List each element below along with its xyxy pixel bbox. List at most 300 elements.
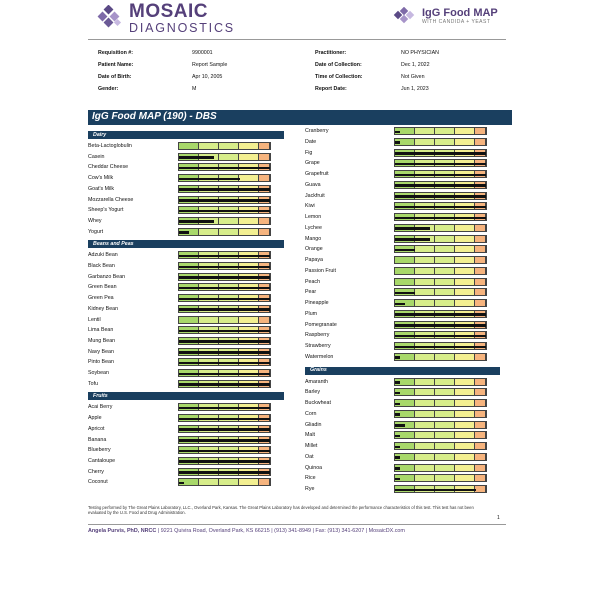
- gauge-band: [455, 422, 475, 428]
- result-bar: [179, 471, 270, 474]
- food-label-lemon: Lemon: [305, 214, 322, 220]
- gauge-band: [435, 246, 455, 252]
- testing-disclaimer: Testing performed by The Great Plains Laboratory, LLC., Overland Park, Kansas. The Great Plains Laboratory has developed and determined the performance characteristics of this test. This test has not been evaluated by the U.S. Food and Drug Administration.: [88, 505, 474, 516]
- result-gauge-black-bean: [178, 262, 271, 270]
- result-bar: [395, 131, 400, 134]
- result-gauge-garbanzo-bean: [178, 273, 271, 281]
- result-bar: [395, 184, 486, 187]
- result-bar: [179, 199, 270, 202]
- food-label-cantaloupe: Cantaloupe: [88, 457, 116, 464]
- food-label-watermelon: Watermelon: [305, 353, 334, 360]
- report-date-label: Report Date:: [315, 86, 347, 92]
- food-label-pear: Pear: [305, 289, 317, 296]
- gauge-band: [455, 300, 475, 306]
- gauge-band: [415, 389, 435, 395]
- gauge-band: [475, 486, 486, 492]
- food-label-quinoa: Quinoa: [305, 464, 323, 471]
- food-label-casein: Casein: [88, 153, 105, 160]
- result-gauge-passion-fruit: [394, 267, 487, 275]
- result-bar: [395, 324, 486, 327]
- result-bar: [179, 428, 270, 431]
- result-bar: [395, 346, 486, 349]
- result-gauge-oat: [394, 453, 487, 461]
- gauge-band: [455, 443, 475, 449]
- result-bar: [395, 195, 486, 198]
- food-label-amaranth: Amaranth: [305, 378, 328, 385]
- product-subtitle: WITH CANDIDA + YEAST: [422, 18, 491, 25]
- result-gauge-grape: [394, 159, 487, 167]
- food-label-peach: Peach: [305, 278, 321, 285]
- gauge-band: [219, 154, 239, 160]
- result-bar: [179, 167, 270, 170]
- gauge-band: [455, 354, 475, 360]
- gauge-band: [219, 229, 239, 235]
- result-gauge-whey: [178, 217, 271, 225]
- food-label-coconut: Coconut: [88, 479, 108, 486]
- food-label-jackfruit: Jackfruit: [305, 192, 325, 199]
- result-bar: [179, 439, 270, 442]
- gauge-band: [435, 268, 455, 274]
- section-title: Grains: [310, 367, 327, 373]
- gauge-band: [475, 139, 486, 145]
- result-gauge-lychee: [394, 224, 487, 232]
- result-gauge-tofu: [178, 380, 271, 388]
- food-label-kidney-bean: Kidney Bean: [88, 305, 119, 312]
- gauge-band: [475, 454, 486, 460]
- mosaic-logo: [95, 0, 235, 35]
- food-label-pomegranate: Pomegranate: [305, 321, 337, 328]
- gauge-band: [219, 317, 239, 323]
- result-gauge-gliadin: [394, 421, 487, 429]
- gauge-band: [415, 300, 435, 306]
- gauge-band: [259, 479, 270, 485]
- result-gauge-plum: [394, 310, 487, 318]
- food-label-gliadin: Gliadin: [305, 421, 322, 428]
- gauge-band: [415, 400, 435, 406]
- gauge-band: [455, 289, 475, 295]
- result-bar: [179, 287, 270, 290]
- food-label-tofu: Tofu: [88, 380, 99, 387]
- gauge-band: [415, 268, 435, 274]
- gauge-band: [475, 279, 486, 285]
- food-label-pinto-bean: Pinto Bean: [88, 359, 114, 366]
- gauge-band: [239, 143, 259, 149]
- gauge-band: [199, 479, 219, 485]
- result-gauge-lemon: [394, 213, 487, 221]
- result-bar: [179, 156, 214, 159]
- food-label-cranberry: Cranberry: [305, 128, 329, 134]
- report-title: IgG Food MAP (190) - DBS: [92, 111, 217, 122]
- gauge-band: [455, 475, 475, 481]
- result-gauge-rice: [394, 474, 487, 482]
- gauge-band: [179, 143, 199, 149]
- food-label-yogurt: Yogurt: [88, 228, 104, 235]
- food-label-grape: Grape: [305, 160, 320, 167]
- food-label-garbanzo-bean: Garbanzo Bean: [88, 273, 126, 280]
- gauge-band: [455, 246, 475, 252]
- gauge-band: [475, 236, 486, 242]
- result-gauge-lima-bean: [178, 326, 271, 334]
- practitioner-label: Practitioner:: [315, 50, 347, 56]
- result-bar: [179, 220, 214, 223]
- gauge-band: [475, 443, 486, 449]
- result-bar: [395, 292, 415, 295]
- result-gauge-cheddar-cheese: [178, 163, 271, 171]
- result-bar: [395, 381, 400, 384]
- gauge-band: [435, 465, 455, 471]
- result-gauge-jackfruit: [394, 192, 487, 200]
- requisition-label: Requisition #:: [98, 50, 134, 56]
- gauge-band: [239, 218, 259, 224]
- result-gauge-millet: [394, 442, 487, 450]
- gauge-band: [475, 400, 486, 406]
- result-bar: [395, 413, 400, 416]
- result-gauge-cranberry: [394, 127, 487, 135]
- gauge-band: [199, 229, 219, 235]
- food-label-plum: Plum: [305, 310, 318, 317]
- result-bar: [395, 403, 400, 406]
- gauge-band: [475, 354, 486, 360]
- dob-value: Apr 10, 2005: [192, 74, 223, 80]
- food-label-lima-bean: Lima Bean: [88, 327, 114, 334]
- result-gauge-adzuki-bean: [178, 251, 271, 259]
- result-gauge-goat-s-milk: [178, 185, 271, 193]
- result-bar: [395, 435, 400, 438]
- food-label-mozzarella-cheese: Mozzarella Cheese: [88, 196, 134, 203]
- header-divider: [88, 39, 506, 40]
- result-bar: [179, 373, 270, 376]
- result-bar: [395, 424, 405, 427]
- practitioner-value: NO PHYSICIAN: [401, 50, 439, 56]
- food-label-kiwi: Kiwi: [305, 203, 315, 210]
- result-gauge-amaranth: [394, 378, 487, 386]
- food-label-cheddar-cheese: Cheddar Cheese: [88, 164, 129, 171]
- result-bar: [179, 418, 270, 421]
- food-label-passion-fruit: Passion Fruit: [305, 267, 336, 274]
- result-bar: [395, 163, 486, 166]
- gauge-band: [219, 218, 239, 224]
- gauge-band: [395, 279, 415, 285]
- result-bar: [179, 460, 270, 463]
- gauge-band: [435, 389, 455, 395]
- gauge-band: [415, 465, 435, 471]
- result-bar: [179, 266, 270, 269]
- result-bar: [179, 298, 270, 301]
- section-title: Fruits: [93, 392, 108, 399]
- gauge-band: [475, 246, 486, 252]
- requisition-value: 9900001: [192, 50, 213, 56]
- result-gauge-corn: [394, 410, 487, 418]
- gauge-band: [415, 432, 435, 438]
- gauge-band: [395, 257, 415, 263]
- result-gauge-orange: [394, 245, 487, 253]
- result-bar: [179, 351, 270, 354]
- gauge-band: [199, 143, 219, 149]
- result-gauge-casein: [178, 153, 271, 161]
- result-bar: [395, 303, 405, 306]
- gauge-band: [179, 317, 199, 323]
- gauge-band: [259, 317, 270, 323]
- food-label-raspberry: Raspberry: [305, 332, 330, 339]
- gauge-band: [475, 465, 486, 471]
- result-bar: [179, 330, 270, 333]
- result-bar: [395, 227, 430, 230]
- result-bar: [395, 456, 400, 459]
- result-bar: [179, 231, 189, 234]
- food-label-corn: Corn: [305, 410, 317, 417]
- gauge-band: [435, 139, 455, 145]
- section-header-dairy: [88, 131, 284, 139]
- result-gauge-grapefruit: [394, 170, 487, 178]
- collection-time-value: Not Given: [401, 74, 425, 80]
- food-label-guava: Guava: [305, 181, 321, 188]
- result-bar: [179, 482, 184, 485]
- product-name: IgG Food MAP: [422, 6, 498, 19]
- food-label-soybean: Soybean: [88, 370, 109, 376]
- gauge-band: [259, 143, 270, 149]
- gauge-band: [199, 317, 219, 323]
- food-label-rye: Rye: [305, 486, 315, 492]
- result-gauge-apricot: [178, 425, 271, 433]
- gauge-band: [219, 479, 239, 485]
- food-label-cow-s-milk: Cow's Milk: [88, 175, 114, 182]
- gauge-band: [435, 225, 455, 231]
- food-label-blueberry: Blueberry: [88, 447, 111, 454]
- footer-contact: [88, 528, 405, 534]
- food-label-apricot: Apricot: [88, 425, 105, 432]
- result-gauge-mango: [394, 235, 487, 243]
- result-gauge-date: [394, 138, 487, 146]
- result-gauge-sheep-s-yogurt: [178, 206, 271, 214]
- gauge-band: [455, 400, 475, 406]
- food-label-barley: Barley: [305, 389, 321, 396]
- result-bar: [395, 249, 415, 252]
- mosaic-subtitle: DIAGNOSTICS: [129, 20, 235, 35]
- result-bar: [179, 340, 270, 343]
- result-bar: [395, 141, 400, 144]
- result-bar: [395, 206, 486, 209]
- result-gauge-fig: [394, 149, 487, 157]
- section-header-fruits: [88, 392, 284, 400]
- gauge-band: [415, 289, 435, 295]
- mosaic-wordmark: MOSAIC: [129, 0, 208, 22]
- food-label-beta-lactoglobulin: Beta-Lactoglobulin: [88, 143, 132, 149]
- result-bar: [179, 362, 270, 365]
- gauge-band: [455, 389, 475, 395]
- result-gauge-kiwi: [394, 202, 487, 210]
- result-gauge-quinoa: [394, 464, 487, 472]
- gauge-band: [435, 354, 455, 360]
- gauge-band: [435, 422, 455, 428]
- food-label-papaya: Papaya: [305, 257, 323, 263]
- result-bar: [395, 446, 400, 449]
- result-gauge-pinto-bean: [178, 358, 271, 366]
- igg-food-map-logo: [392, 6, 498, 26]
- gauge-band: [415, 128, 435, 134]
- result-bar: [179, 407, 270, 410]
- food-label-mango: Mango: [305, 235, 322, 242]
- gauge-band: [455, 268, 475, 274]
- gauge-band: [455, 379, 475, 385]
- result-bar: [395, 174, 486, 177]
- result-bar: [395, 313, 486, 316]
- gauge-band: [415, 139, 435, 145]
- director-name: Angela Purvis, PhD, NRCC: [88, 528, 157, 534]
- food-label-mung-bean: Mung Bean: [88, 337, 116, 344]
- mosaic-diamond-icon: [95, 5, 123, 31]
- gauge-band: [455, 411, 475, 417]
- result-bar: [395, 489, 476, 492]
- gauge-band: [415, 279, 435, 285]
- gauge-band: [475, 411, 486, 417]
- food-label-cherry: Cherry: [88, 468, 104, 475]
- patient-name-label: Patient Name:: [98, 62, 134, 68]
- gauge-band: [259, 218, 270, 224]
- result-bar: [179, 188, 270, 191]
- gauge-band: [435, 300, 455, 306]
- food-label-banana: Banana: [88, 436, 107, 443]
- food-label-pineapple: Pineapple: [305, 300, 329, 306]
- collection-date-label: Date of Collection:: [315, 62, 362, 68]
- food-label-navy-bean: Navy Bean: [88, 348, 114, 355]
- result-gauge-buckwheat: [394, 399, 487, 407]
- result-bar: [395, 467, 400, 470]
- gauge-band: [435, 379, 455, 385]
- result-gauge-apple: [178, 414, 271, 422]
- gauge-band: [475, 432, 486, 438]
- lab-address-contact: | 9221 Quivira Road, Overland Park, KS 66215 | (913) 341-8949 | Fax: (913) 341-6207 | MosaicDX.com: [156, 528, 405, 534]
- result-gauge-cow-s-milk: [178, 174, 271, 182]
- food-label-green-pea: Green Pea: [88, 295, 114, 302]
- section-title: Beans and Peas: [93, 240, 134, 247]
- result-gauge-green-bean: [178, 283, 271, 291]
- gauge-band: [435, 289, 455, 295]
- food-label-malt: Malt: [305, 432, 316, 439]
- food-map-diamond-icon: [392, 7, 416, 25]
- gauge-band: [455, 236, 475, 242]
- food-label-lentil: Lentil: [88, 316, 101, 323]
- result-bar: [179, 383, 270, 386]
- food-label-adzuki-bean: Adzuki Bean: [88, 252, 118, 259]
- result-gauge-malt: [394, 431, 487, 439]
- food-label-millet: Millet: [305, 443, 318, 449]
- result-gauge-pear: [394, 288, 487, 296]
- result-bar: [395, 238, 430, 241]
- gauge-band: [259, 154, 270, 160]
- result-gauge-lentil: [178, 316, 271, 324]
- result-bar: [179, 255, 270, 258]
- gauge-band: [455, 128, 475, 134]
- page-number: 1: [497, 515, 500, 521]
- result-gauge-acai-berry: [178, 403, 271, 411]
- gauge-band: [455, 225, 475, 231]
- result-gauge-papaya: [394, 256, 487, 264]
- dob-label: Date of Birth:: [98, 74, 132, 80]
- gauge-band: [435, 257, 455, 263]
- result-bar: [179, 210, 270, 213]
- gauge-band: [239, 479, 259, 485]
- result-gauge-blueberry: [178, 446, 271, 454]
- food-label-whey: Whey: [88, 217, 102, 224]
- gauge-band: [435, 443, 455, 449]
- result-gauge-kidney-bean: [178, 305, 271, 313]
- gauge-band: [435, 432, 455, 438]
- gauge-band: [415, 411, 435, 417]
- section-header-beans-and-peas: [88, 240, 284, 248]
- result-bar: [395, 335, 486, 338]
- gauge-band: [475, 268, 486, 274]
- food-label-lychee: Lychee: [305, 224, 322, 231]
- gauge-band: [475, 257, 486, 263]
- gauge-band: [219, 143, 239, 149]
- gauge-band: [475, 300, 486, 306]
- gauge-band: [435, 128, 455, 134]
- result-bar: [179, 178, 240, 181]
- gauge-band: [239, 229, 259, 235]
- gauge-band: [415, 246, 435, 252]
- result-gauge-beta-lactoglobulin: [178, 142, 271, 150]
- result-bar: [395, 152, 486, 155]
- food-label-orange: Orange: [305, 246, 323, 253]
- gauge-band: [475, 128, 486, 134]
- gender-label: Gender:: [98, 86, 119, 92]
- result-gauge-peach: [394, 278, 487, 286]
- collection-date-value: Dec 1, 2022: [401, 62, 430, 68]
- gauge-band: [415, 443, 435, 449]
- gauge-band: [415, 354, 435, 360]
- result-bar: [179, 450, 270, 453]
- result-gauge-watermelon: [394, 353, 487, 361]
- patient-name-value: Report Sample: [192, 62, 228, 68]
- result-gauge-strawberry: [394, 342, 487, 350]
- result-gauge-guava: [394, 181, 487, 189]
- gauge-band: [435, 454, 455, 460]
- report-title-bar: [88, 110, 512, 125]
- result-bar: [395, 356, 400, 359]
- gauge-band: [475, 422, 486, 428]
- gauge-band: [415, 257, 435, 263]
- gauge-band: [435, 400, 455, 406]
- gauge-band: [455, 432, 475, 438]
- gauge-band: [435, 475, 455, 481]
- gauge-band: [475, 379, 486, 385]
- result-gauge-coconut: [178, 478, 271, 486]
- gauge-band: [415, 379, 435, 385]
- result-bar: [395, 217, 486, 220]
- gauge-band: [239, 317, 259, 323]
- result-gauge-banana: [178, 436, 271, 444]
- result-gauge-pineapple: [394, 299, 487, 307]
- gauge-band: [259, 229, 270, 235]
- food-label-green-bean: Green Bean: [88, 284, 117, 291]
- gauge-band: [415, 475, 435, 481]
- section-header-grains: [305, 367, 500, 375]
- food-label-date: Date: [305, 138, 317, 145]
- food-label-black-bean: Black Bean: [88, 263, 115, 269]
- food-label-fig: Fig: [305, 149, 313, 156]
- food-label-apple: Apple: [88, 415, 102, 422]
- result-gauge-soybean: [178, 369, 271, 377]
- gauge-band: [455, 139, 475, 145]
- result-gauge-cherry: [178, 468, 271, 476]
- gauge-band: [239, 154, 259, 160]
- food-label-rice: Rice: [305, 475, 316, 482]
- gauge-band: [435, 411, 455, 417]
- result-gauge-barley: [394, 388, 487, 396]
- gauge-band: [435, 279, 455, 285]
- gender-value: M: [192, 86, 197, 92]
- result-gauge-mung-bean: [178, 337, 271, 345]
